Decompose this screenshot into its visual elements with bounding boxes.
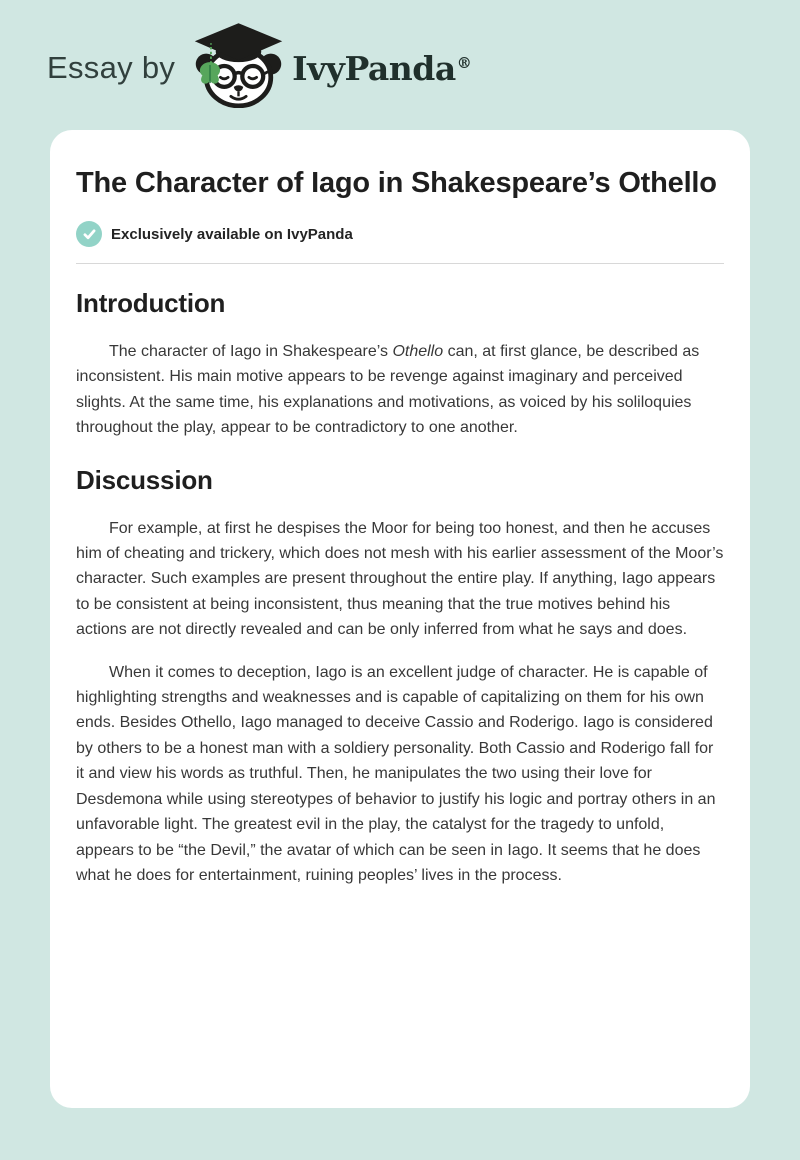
essay-card [50, 130, 750, 1108]
registered-trademark-mark: ® [456, 53, 472, 72]
introduction-paragraph [76, 339, 724, 441]
exclusive-badge-label: Exclusively available on IvyPanda [111, 225, 353, 243]
essay-title: The Character of Iago in Shakespeare’s Othello [76, 167, 717, 199]
essay-by-label: Essay by [47, 50, 176, 85]
site-header [0, 0, 800, 130]
ivypanda-panda-graduate-logo-icon [191, 22, 286, 108]
othello-title-italic: Othello [392, 343, 444, 360]
brand-name: IvyPanda [292, 48, 456, 88]
discussion-paragraph-1: For example, at first he despises the Moor for being too honest, and then he accuses him of cheating and trickery, which does not mesh with his earlier assessment of the Moor’s character. Such examples are present throughout the entire play. If anything, Iago appears to be consistent at being inconsistent, thus meaning that the true motives behind his actions are not directly revealed and can be only inferred from what he says and does. [76, 519, 724, 639]
brand-wordmark [292, 48, 472, 88]
discussion-paragraph-2: When it comes to deception, Iago is an excellent judge of character. He is capable of highlighting strengths and weaknesses and is capable of capitalizing on them for his own ends. Besides Othello, Iago managed to deceive Cassio and Roderigo. Iago is considered by others to be a honest man with a soldiery personality. Both Cassio and Roderigo fall for it and view his words as truthful. Then, he manipulates the two using their love for Desdemona while using stereotypes of behavior to justify his logic and portray others in an unfavorable light. The greatest evil in the play, the catalyst for the tragedy to unfold, appears to be “the Devil,” the avatar of which can be seen in Iago. It seems that he does what he does for entertainment, ruining peoples’ lives in the process. [76, 663, 716, 884]
divider [76, 263, 724, 264]
introduction-text-after: can, at first glance, be described as inconsistent. His main motive appears to be revenge against imaginary and perceived slights. At the same time, his explanations and motivations, as voiced by his soliloquies throughout the play, appear to be contradictory to one another. [76, 343, 700, 437]
introduction-text-before: The character of Iago in Shakespeare’s [109, 343, 393, 360]
section-heading-introduction: Introduction [76, 288, 226, 318]
exclusive-badge [76, 221, 724, 247]
section-heading-discussion: Discussion [76, 464, 213, 495]
check-icon [76, 221, 102, 247]
